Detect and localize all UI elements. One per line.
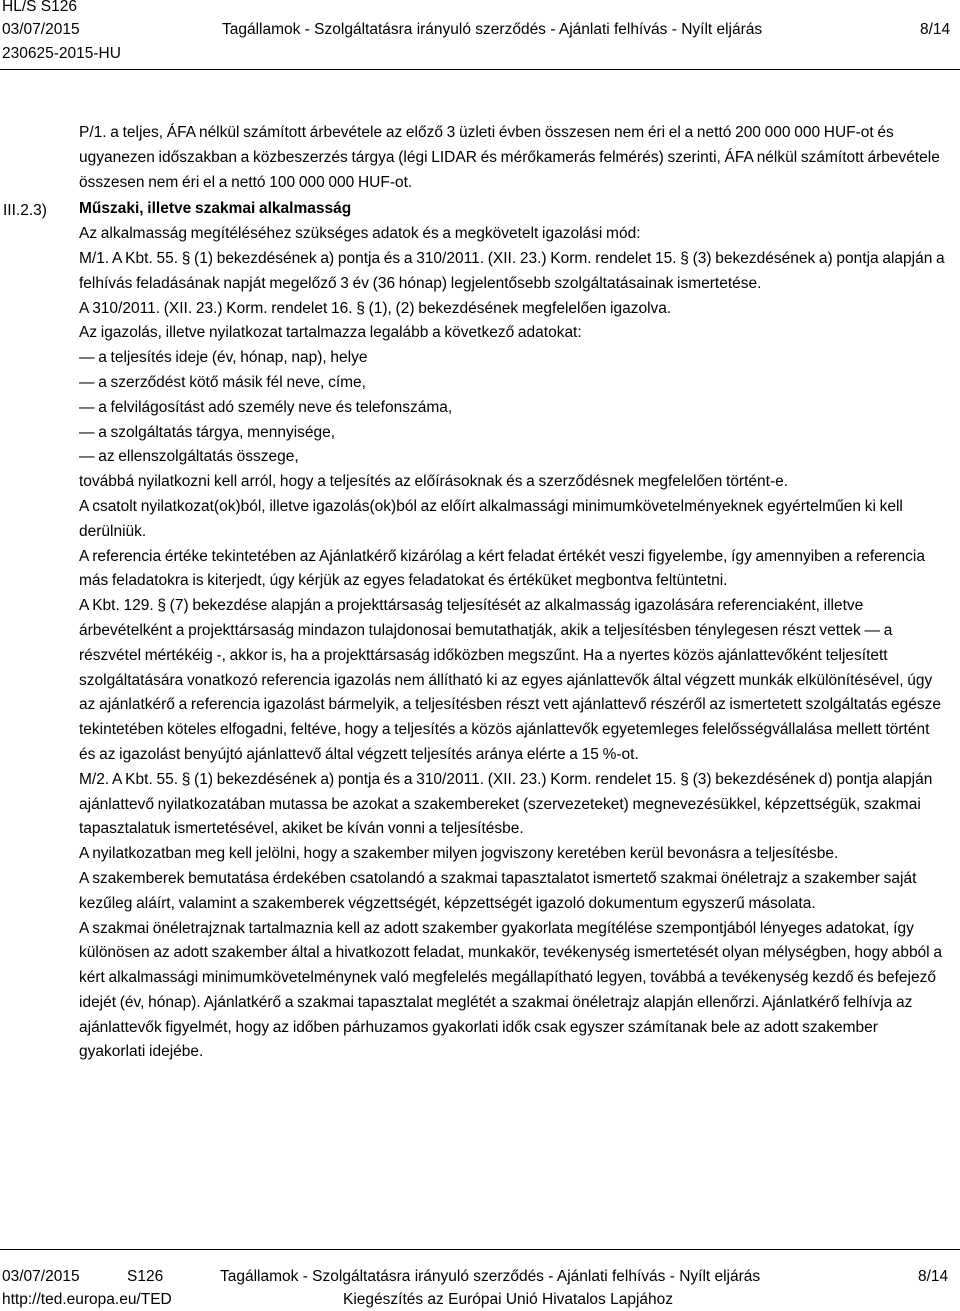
- list-item: — a teljesítés ideje (év, hónap, nap), helye: [79, 349, 368, 367]
- paragraph: A nyilatkozatban meg kell jelölni, hogy a szakember milyen jogviszony keretében kerül bevonásra a teljesítésbe.: [79, 845, 839, 863]
- footer-page: 8/14: [918, 1268, 949, 1285]
- list-item: — a szerződést kötő másik fél neve, címe,: [79, 373, 366, 391]
- section-heading: Műszaki, illetve szakmai alkalmasság: [79, 200, 352, 218]
- notice-number: 230625-2015-HU: [2, 45, 121, 62]
- paragraph: A 310/2011. (XII. 23.) Korm. rendelet 16. § (1), (2) bekezdésének megfelelően igazolva.: [79, 299, 672, 317]
- footer-date: 03/07/2015: [2, 1268, 80, 1285]
- paragraph: A referencia értéke tekintetében az Ajánlatkérő kizárólag a kért feladat értékét veszi figyelembe, így amennyiben a referencia más feladatokra is kiterjedt, úgy kérjük az egyes feladatokat és értéküket megbontva feltüntetni.: [79, 547, 925, 590]
- paragraph: A szakemberek bemutatása érdekében csatolandó a szakmai tapasztalatot ismertető szakmai önéletrajz a szakember saját kezűleg aláírt, valamint a szakemberek végzettségét, képzettségét igazoló dokumentum egyszerű másolata.: [79, 869, 917, 912]
- doc-id: HL/S S126: [2, 0, 77, 15]
- footer-title: Tagállamok - Szolgáltatásra irányuló szerződés - Ajánlati felhívás - Nyílt eljárás: [220, 1268, 761, 1285]
- paragraph: A szakmai önéletrajznak tartalmaznia kell az adott szakember gyakorlata megítélése szempontjából lényeges adatokat, így különösen az adott szakember által a hivatkozott feladat, munkakör, tevékenység ismertetését olyan mélységben, hogy abból a kért alkalmassági minimumkövetelménynek való megfelelés megállapítható legyen, továbbá a tevékenység kezdő és befejező idejét (év, hónap). Ajánlatkérő a szakmai tapasztalat meglétét a szakmai önéletrajz alapján ellenőrzi. Ajánlatkérő felhívja az ajánlattevők figyelmét, hogy az időben párhuzamos gyakorlati idők csak egyszer számítanak bele az adott szakember gyakorlati idejébe.: [79, 919, 942, 1061]
- list-item: — a felvilágosítást adó személy neve és telefonszáma,: [79, 398, 453, 416]
- paragraph: A Kbt. 129. § (7) bekezdése alapján a projekttársaság teljesítését az alkalmasság igazolására referenciaként, illetve árbevételként a projekttársaság mindazon tulajdonosai bemutathatják, akik a teljesítésben ténylegesen részt vettek — a részvétel mértékéig -, akkor is, ha a projekttársaság időközben megszűnt. Ha a nyertes közös ajánlattevőként teljesített szolgáltatására vonatkozó referencia igazolás nem állítható ki az egyes ajánlattevők által végzett munkák elkülönítésével, úgy az ajánlatkérő a referencia igazolást bármelyik, a teljesítésben részt vett ajánlattevő részéről az ismertetett szolgáltatás egésze tekintetében köteles elfogadni, feltéve, hogy a teljesítés a közös ajánlattevők egyetemleges felelősségvállalása mellett történt és az igazolást benyújtó ajánlattevő által végzett teljesítés aránya elérte a 15 %-ot.: [79, 597, 942, 763]
- paragraph: M/2. A Kbt. 55. § (1) bekezdésének a) pontja és a 310/2011. (XII. 23.) Korm. rendelet 15. § (3) bekezdésének d) pontja alapján ajánlattevő nyilatkozatában mutassa be azokat a szakembereket (szervezeteket) megnevezésükkel, képzettségük, szakmai tapasztalatuk ismertetésével, akiket be kíván vonni a teljesítésbe.: [79, 770, 933, 838]
- section-content: [79, 121, 947, 1065]
- paragraph: Az alkalmasság megítéléséhez szükséges adatok és a megkövetelt igazolási mód:: [79, 225, 641, 243]
- footer-rule: [0, 1249, 960, 1250]
- header-title: Tagállamok - Szolgáltatásra irányuló szerződés - Ajánlati felhívás - Nyílt eljárás: [222, 21, 763, 38]
- footer-publisher: Kiegészítés az Európai Unió Hivatalos Lapjához: [343, 1291, 673, 1308]
- paragraph: továbbá nyilatkozni kell arról, hogy a teljesítés az előírásoknak és a szerződésnek megfelelően történt-e.: [79, 473, 789, 491]
- paragraph: A csatolt nyilatkozat(ok)ból, illetve igazolás(ok)ból az előírt alkalmassági minimumkövetelményeknek egyértelműen ki kell derülniük.: [79, 497, 903, 540]
- header-date: 03/07/2015: [2, 21, 80, 38]
- paragraph: M/1. A Kbt. 55. § (1) bekezdésének a) pontja és a 310/2011. (XII. 23.) Korm. rendelet 15. § (3) bekezdésének a) pontja alapján a felhívás feladásának napját megelőző 3 év (36 hónap) legjelentősebb szolgáltatásainak ismertetése.: [79, 249, 945, 292]
- header-rule: [0, 69, 960, 70]
- section-number: III.2.3): [3, 202, 47, 219]
- financial-criteria-text: P/1. a teljes, ÁFA nélkül számított árbevétele az előző 3 üzleti évben összesen nem éri el a nettó 200 000 000 HUF-ot és ugyanezen időszakban a közbeszerzés tárgya (légi LIDAR és mérőkamerás felmérés) szerinti, ÁFA nélkül számított árbevétele összesen nem éri el a nettó 100 000 000 HUF-ot.: [79, 124, 940, 191]
- list-item: — az ellenszolgáltatás összege,: [79, 448, 299, 466]
- paragraph: Az igazolás, illetve nyilatkozat tartalmazza legalább a következő adatokat:: [79, 324, 582, 342]
- header-page: 8/14: [920, 21, 951, 38]
- footer-series: S126: [127, 1268, 164, 1285]
- footer-url: http://ted.europa.eu/TED: [2, 1291, 172, 1308]
- list-item: — a szolgáltatás tárgya, mennyisége,: [79, 423, 336, 441]
